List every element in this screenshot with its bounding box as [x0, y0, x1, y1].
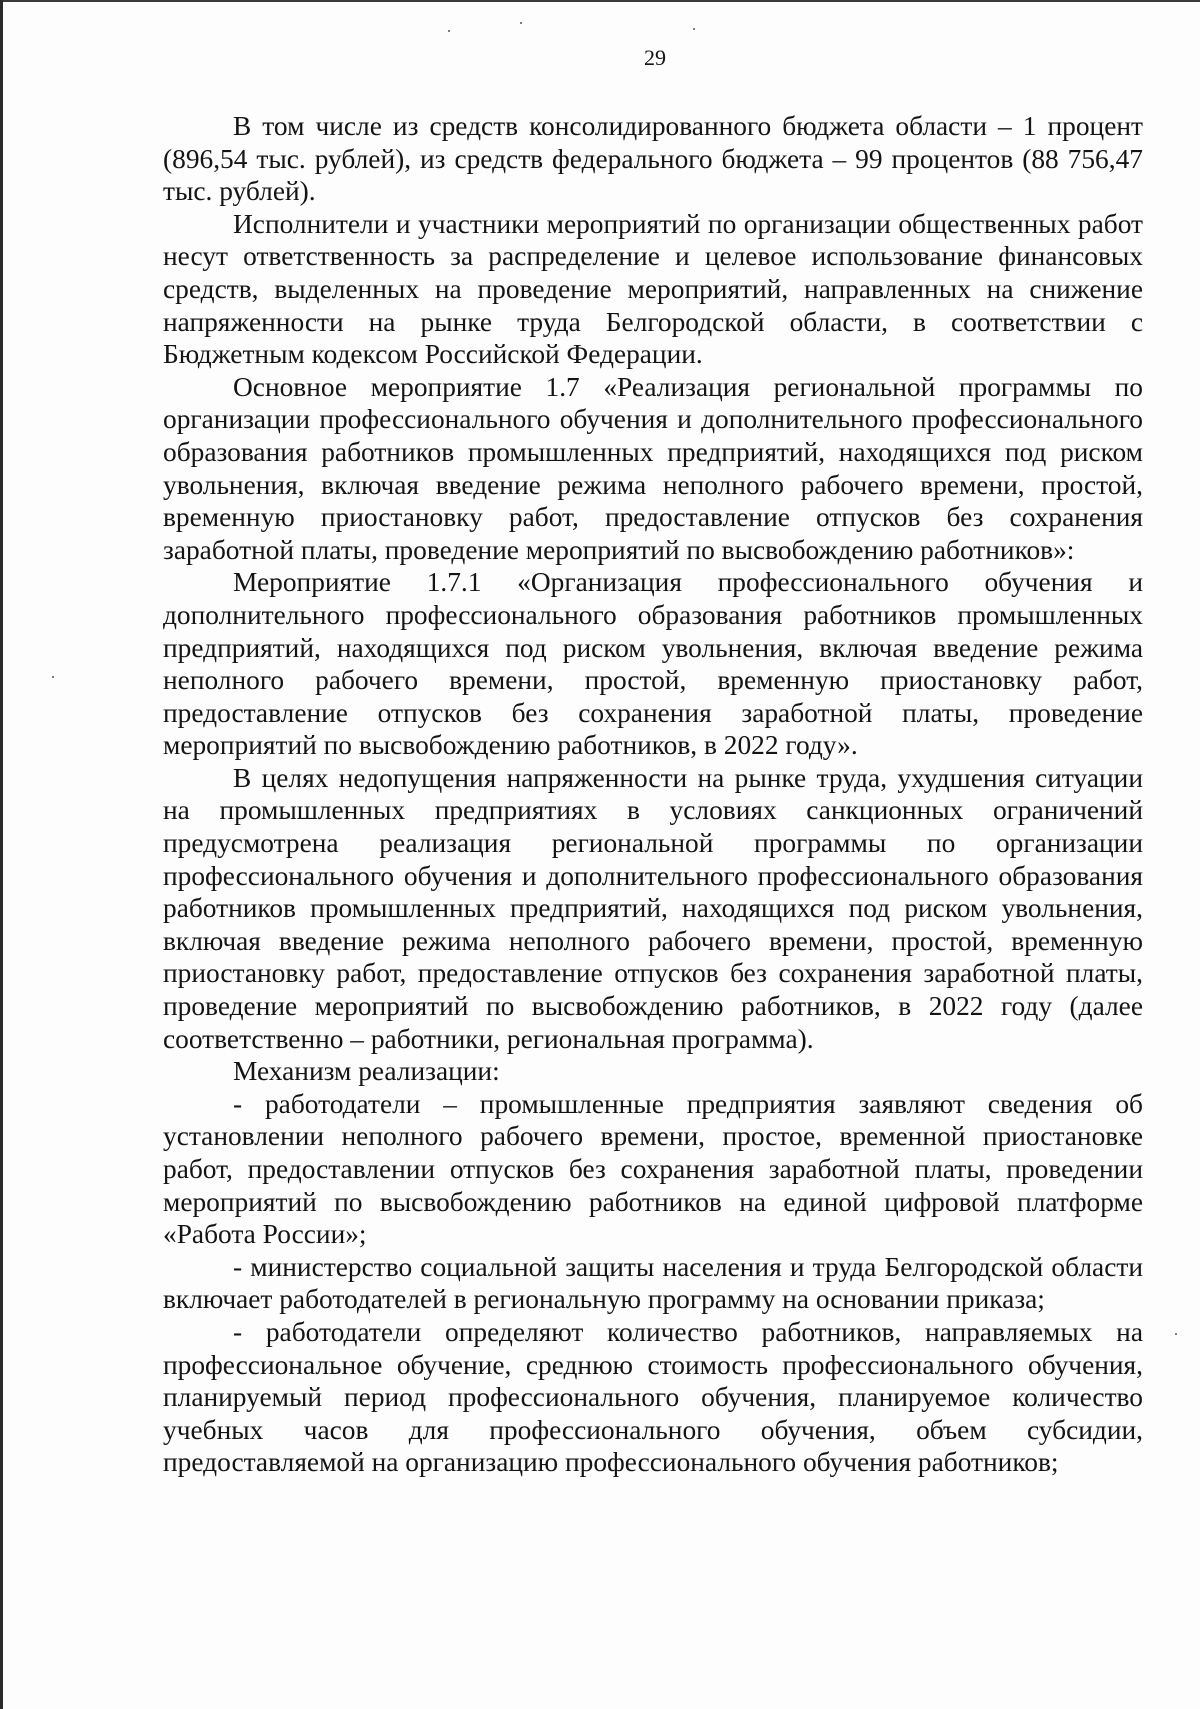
scan-speck — [448, 30, 450, 32]
scan-left-edge — [0, 0, 3, 1709]
list-item-ministry-includes: - министерство социальной защиты населения и труда Белгородской области включает работодателей в региональную программу на основании приказа; — [163, 1251, 1143, 1315]
list-item-employers-determine: - работодатели определяют количество работников, направляемых на профессиональное обучение, среднюю стоимость профессионального обучения, планируемый период профессионального обучения, планируемое количество учебных часов для профессионального обучения, объем субсидии, предоставляемой на организацию профессионального обучения работников; — [163, 1316, 1143, 1478]
paragraph-mechanism-heading: Механизм реализации: — [233, 1056, 500, 1087]
paragraph-budget-share: В том числе из средств консолидированного бюджета области – 1 процент (896,54 тыс. рублей), из средств федерального бюджета – 99 процентов (88 756,47 тыс. рублей). — [163, 111, 1143, 207]
scan-speck — [520, 22, 522, 24]
page-number: 29 — [644, 45, 666, 70]
scan-speck — [693, 28, 695, 30]
list-item-employers-report: - работодатели – промышленные предприятия заявляют сведения об установлении неполного рабочего времени, простое, временной приостановке работ, предоставлении отпусков без сохранения заработной платы, проведении мероприятий по высвобождению работников на единой цифровой платформе «Работа России»; — [163, 1088, 1143, 1250]
paragraph-activity-1-7-1: Мероприятие 1.7.1 «Организация профессионального обучения и дополнительного профессионального образования работников промышленных предприятий, находящихся под риском увольнения, включая введение режима неполного рабочего времени, простой, временную приостановку работ, предоставление отпусков без сохранения заработной платы, проведение мероприятий по высвобождению работников, в 2022 году». — [163, 567, 1143, 761]
paragraph-main-activity: Основное мероприятие 1.7 «Реализация региональной программы по организации профессионального обучения и дополнительного профессионального образования работников промышленных предприятий, находящихся под риском увольнения, включая введение режима неполного рабочего времени, простой, временную приостановку работ, предоставление отпусков без сохранения заработной платы, проведение мероприятий по высвобождению работников»: — [163, 371, 1143, 565]
scan-speck — [52, 676, 54, 678]
paragraph-purpose: В целях недопущения напряженности на рынке труда, ухудшения ситуации на промышленных предприятиях в условиях санкционных ограничений предусмотрена реализация региональной программы по организации профессионального обучения и дополнительного профессионального образования работников промышленных предприятий, находящихся под риском увольнения, включая введение режима неполного рабочего времени, простой, временную приостановку работ, предоставление отпусков без сохранения заработной платы, проведение мероприятий по высвобождению работников, в 2022 году (далее соответственно – работники, региональная программа). — [163, 762, 1143, 1054]
scan-speck — [1175, 1333, 1177, 1335]
paragraph-responsibility: Исполнители и участники мероприятий по организации общественных работ несут ответственность за распределение и целевое использование финансовых средств, выделенных на проведение мероприятий, направленных на снижение напряженности на рынке труда Белгородской области, в соответствии с Бюджетным кодексом Российской Федерации. — [163, 208, 1143, 370]
scan-top-edge — [0, 0, 1200, 2]
document-body — [163, 110, 1143, 1479]
